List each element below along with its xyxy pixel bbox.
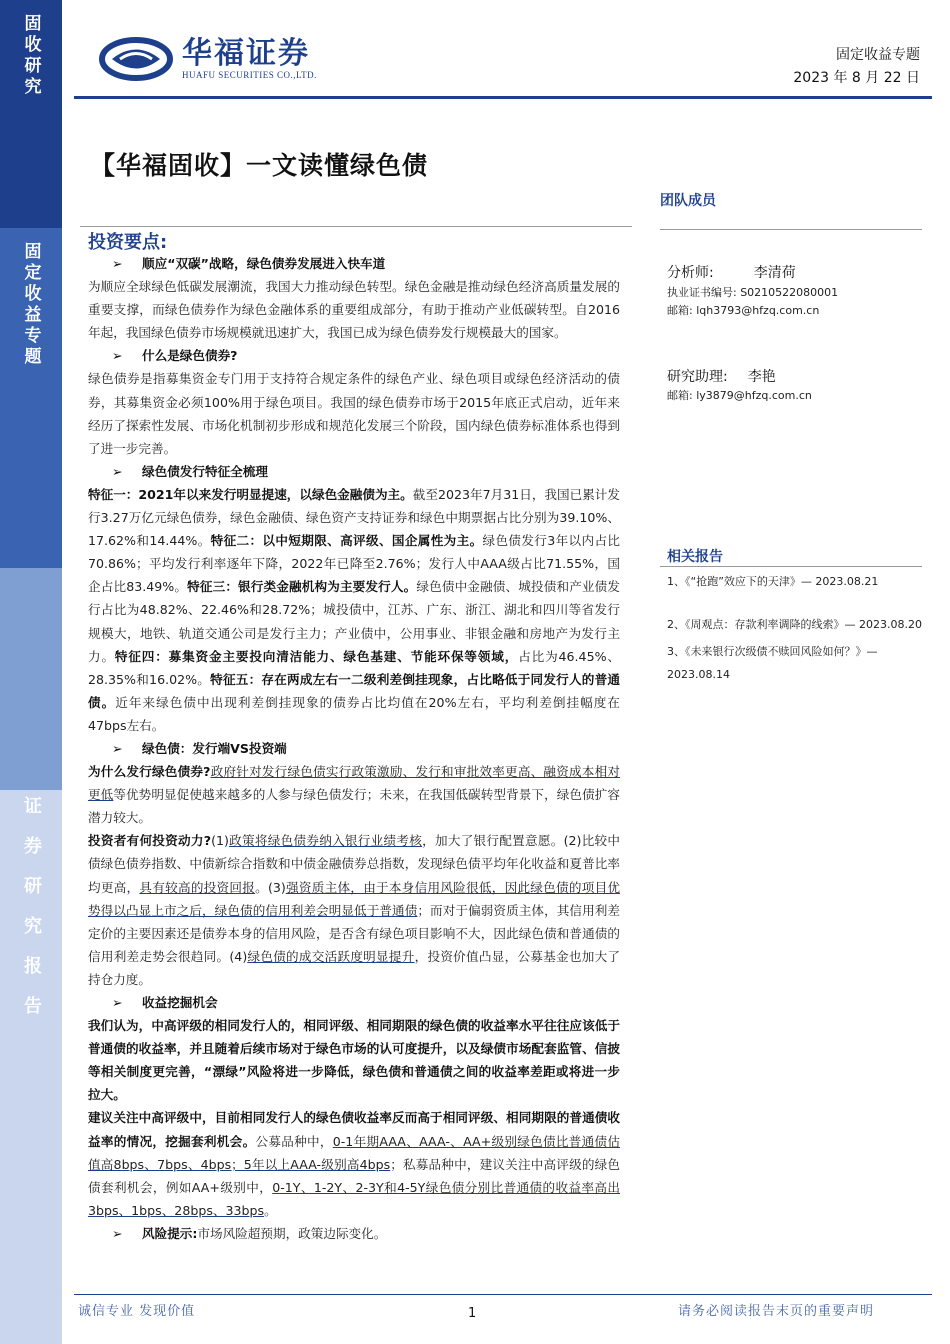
bullet-arrow-icon: ➢	[112, 740, 123, 756]
bullet-arrow-icon: ➢	[112, 256, 123, 271]
risk-warning	[88, 1222, 620, 1245]
bullet-what-is-green-bond	[88, 344, 620, 367]
feature-4-bold: 特征四：募集资金主要投向清洁能力、绿色基建、节能环保等领域，	[114, 648, 519, 664]
team-divider	[660, 229, 922, 230]
footer-disclaimer: 请务必阅读报告末页的重要声明	[677, 1304, 874, 1319]
key-points-divider	[80, 226, 632, 227]
research-assistant	[667, 366, 776, 386]
arbitrage-text-3: 。	[264, 1202, 277, 1218]
arbitrage-underlined-2: 0-1Y、1-2Y、2-3Y和4-5Y绿色债分别比普通债的收益率高出3bps、1bps、28bps、33bps	[88, 1179, 620, 1218]
company-logo	[98, 36, 317, 82]
arbitrage-bold: 建议关注中高评级中，目前相同发行人的绿色债收益率反而高于相同评级、相同期限的普通债收益率的情况，挖掘套利机会。	[88, 1110, 620, 1149]
motivation-bold: 投资者有何投资动力?	[88, 833, 212, 849]
arbitrage-underlined-1: 0-1年期AAA、AAA-、AA+级别绿色债比普通债估值高8bps、7bps、4bps；5年以上AAA-级别高4bps	[88, 1133, 621, 1172]
analyst	[667, 262, 796, 282]
bullet-arrow-icon: ➢	[112, 463, 123, 479]
team-heading: 团队成员	[660, 193, 716, 209]
feature-2-bold: 特征二：以中短期限、高评级、国企属性为主。	[210, 533, 483, 549]
why-issue-bold: 为什么发行绿色债券?	[88, 764, 211, 780]
risk-warning-text: 市场风险超预期，政策边际变化。	[197, 1225, 387, 1241]
feature-1-text: 截至2023年7月31日，我国已累计发行3.27万亿元绿色债券，绿色金融债、绿色资产支持证券和绿色中期票据占比分别为39.10%、17.62%和14.44%。	[88, 486, 620, 549]
analyst-cert: 执业证书编号: S0210522080001	[667, 286, 839, 299]
sidebar-segment-research	[0, 0, 62, 228]
key-points-heading: 投资要点:	[88, 232, 168, 253]
sidebar-segment-topic	[0, 228, 62, 568]
logo-english-name: HUAFU SECURITIES CO.,LTD.	[182, 70, 317, 80]
report-category: 固定收益专题	[836, 47, 920, 63]
sidebar-segment-report	[0, 790, 62, 1344]
assistant-email: 邮箱: ly3879@hfzq.com.cn	[667, 389, 812, 402]
sidebar-label-research: 固收研究	[20, 14, 41, 98]
footer-slogan: 诚信专业 发现价值	[78, 1304, 196, 1319]
bullet-issuer-vs-investor	[88, 737, 620, 760]
motivation-underlined-2: 具有较高的投资回报	[139, 879, 256, 895]
key-points-body	[88, 252, 620, 1245]
report-date: 2023 年 8 月 22 日	[793, 70, 920, 86]
feature-4-text: 占比为46.45%、28.35%和16.02%。	[88, 648, 620, 687]
motivation-text-2: ，加大了银行配置意愿。(2)比较中债绿色债券指数、中债新综合指数和中债金融债券总指数，发现绿色债平均年化收益和夏普比率均更高，	[88, 833, 621, 895]
sidebar	[0, 0, 62, 1344]
why-issue-underlined: 政府针对发行绿色债实行政策激励、发行和审批效率更高、融资成本相对更低	[88, 764, 620, 803]
feature-3-text: 绿色债中金融债、城投债和产业债发行占比为48.82%、22.46%和28.72%；城投债中，江苏、广东、浙江、湖北和四川等省发行规模大，地铁、轨道交通公司是发行主力；产业债中，公用事业、非银金融和房地产为发行主力。	[88, 579, 620, 664]
bullet-issuance-features	[88, 460, 620, 483]
risk-warning-bold: 风险提示:	[142, 1225, 198, 1241]
feature-5-bold: 特征五：存在两成左右一二级利差倒挂现象，占比略低于同发行人的普通债。	[88, 671, 621, 710]
logo-chinese-name: 华福证券	[182, 36, 310, 71]
header-divider	[74, 96, 932, 99]
related-reports-divider	[660, 566, 922, 567]
bullet-arrow-icon: ➢	[112, 995, 123, 1010]
paragraph-investor-motivation	[88, 829, 620, 991]
assistant-label: 研究助理:	[667, 369, 728, 385]
paragraph-arbitrage	[88, 1106, 620, 1221]
feature-1-bold: 特征一：2021年以来发行明显提速，以绿色金融债为主。	[88, 486, 413, 502]
bullet-text: 收益挖掘机会	[142, 995, 218, 1010]
paragraph-features	[88, 483, 620, 737]
arbitrage-text-1: 公募品种中，	[255, 1133, 333, 1149]
related-report-item[interactable]: 2、《周观点：存款利率调降的线索》— 2023.08.20	[667, 618, 922, 631]
analyst-label: 分析师:	[667, 265, 714, 281]
related-reports-heading: 相关报告	[667, 549, 723, 565]
page-number: 1	[468, 1306, 477, 1321]
related-report-item[interactable]: 3、《未来银行次级债不赎回风险如何？》— 2023.08.14	[667, 645, 878, 681]
bullet-double-carbon	[88, 252, 620, 275]
motivation-text-4: ；而对于偏弱资质主体，其信用利差定价的主要因素还是债券本身的信用风险，是否含有绿色项目影响不大，因此绿色债和普通债的信用利差走势会很趋同。(4)	[88, 902, 621, 964]
bullet-arrow-icon: ➢	[112, 1225, 123, 1241]
paragraph-yield-view: 我们认为，中高评级的相同发行人的，相同评级、相同期限的绿色债的收益率水平往往应该低于普通债的收益率，并且随着后续市场对于绿色市场的认可度提升，以及绿债市场配套监管、信披等相关制度更完善，“漂绿”风险将进一步降低，绿色债和普通债之间的收益率差距或将进一步拉大。	[88, 1018, 620, 1103]
bullet-text: 绿色债发行特征全梳理	[142, 463, 268, 479]
why-issue-text: 等优势明显促使越来越多的人参与绿色债发行；未来，在我国低碳转型背景下，绿色债扩容潜力较大。	[88, 787, 621, 826]
motivation-text-5: ，投资价值凸显，公募基金也加大了持仓力度。	[88, 948, 621, 987]
analyst-email: 邮箱: lqh3793@hfzq.com.cn	[667, 304, 820, 317]
sidebar-label-topic: 固定收益专题	[20, 242, 41, 368]
motivation-text-3: 。(3)	[255, 879, 286, 895]
motivation-text-1: (1)	[211, 833, 229, 849]
team-section	[660, 190, 930, 213]
analyst-name: 李清荷	[753, 265, 796, 281]
feature-2-text: 绿色债发行3年以内占比70.86%；平均发行利率逐年下降，2022年已降至2.76%；发行人中AAA级占比71.55%，国企占比83.49%。	[88, 533, 620, 595]
logo-mark-icon	[98, 36, 174, 82]
arbitrage-text-2: ；私募品种中，建议关注中高评级的绿色债套利机会，例如AA+级别中，	[88, 1156, 621, 1195]
paragraph-why-issue	[88, 760, 620, 829]
sidebar-segment-blank	[0, 568, 62, 790]
bullet-text: 顺应“双碳”战略，绿色债券发展进入快车道	[142, 256, 386, 271]
motivation-underlined-4: 绿色债的成交活跃度明显提升	[247, 948, 415, 964]
feature-5-text: 近年来绿色债中出现利差倒挂现象的债券占比均值在20%左右，平均利差倒挂幅度在47bps左右。	[88, 694, 620, 733]
footer-divider	[74, 1294, 932, 1295]
paragraph-what-is-green-bond: 绿色债券是指募集资金专门用于支持符合规定条件的绿色产业、绿色项目或绿色经济活动的债券，其募集资金必须100%用于绿色项目。我国的绿色债券市场于2015年底正式启动，近年来经历了探索性发展、市场化机制初步形成和规范化发展三个阶段，国内绿色债券标准体系也得到了进一步完善。	[88, 371, 620, 456]
report-title: 【华福固收】一文读懂绿色债	[90, 151, 429, 180]
related-reports-list	[667, 570, 923, 686]
feature-3-bold: 特征三：银行类金融机构为主要发行人。	[187, 579, 417, 595]
sidebar-label-report: 证券研究报告	[21, 796, 42, 1036]
paragraph-double-carbon: 为顺应全球绿色低碳发展潮流，我国大力推动绿色转型。绿色金融是推动绿色经济高质量发展的重要支撑，而绿色债券作为绿色金融体系的重要组成部分，有助于推动产业低碳转型。自2016年起，我国绿色债券市场规模就迅速扩大，我国已成为绿色债券发行规模最大的国家。	[88, 279, 620, 341]
assistant-name: 李艳	[747, 369, 776, 385]
motivation-underlined-3: 强资质主体，由于本身信用风险很低，因此绿色债的项目优势得以凸显上市之后，绿色债的信用利差会明显低于普通债	[88, 879, 621, 918]
header-meta	[793, 44, 920, 90]
related-report-item[interactable]: 1、《“抢跑”效应下的天津》— 2023.08.21	[667, 575, 879, 588]
bullet-text: 绿色债：发行端VS投资端	[142, 740, 287, 756]
bullet-text: 什么是绿色债券?	[142, 348, 238, 364]
bullet-yield-opportunity	[88, 991, 620, 1014]
motivation-underlined-1: 政策将绿色债券纳入银行业绩考核	[228, 833, 423, 849]
bullet-arrow-icon: ➢	[112, 348, 123, 364]
